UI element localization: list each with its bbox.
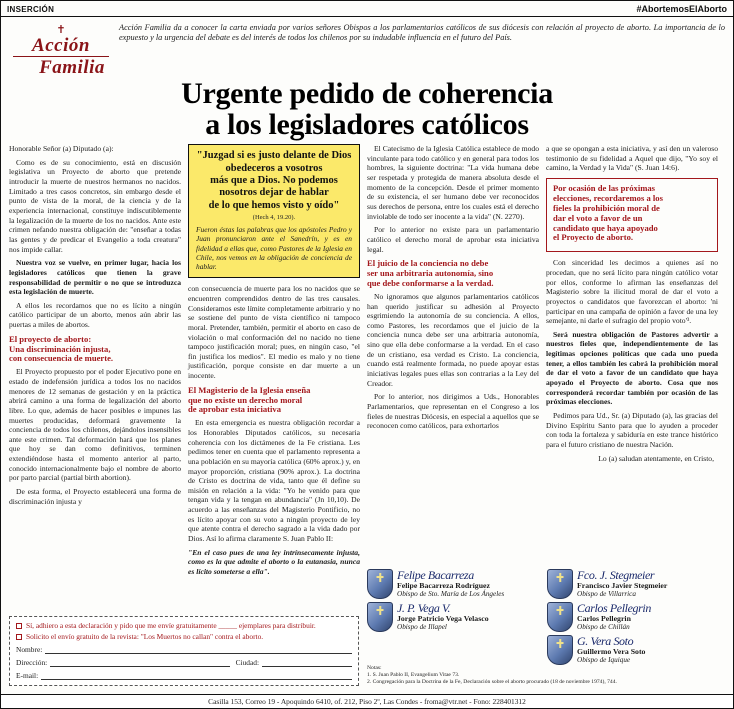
column-2 (188, 144, 360, 650)
signature-mark: G. Vera Soto (577, 634, 634, 649)
signatory-row (547, 569, 727, 599)
salutation: Honorable Señor (a) Diputado (a): (9, 144, 114, 154)
closing-text: Lo (a) saludan atentamente, en Cristo, (598, 453, 714, 463)
signatory-row (367, 602, 547, 632)
coat-of-arms-icon (547, 602, 573, 632)
redbox-l5: candidato que haya apoyado (553, 222, 658, 233)
reply-coupon[interactable] (9, 616, 359, 686)
col1-subhead-l2: Una discriminación injusta, (9, 343, 111, 354)
checkbox-icon[interactable] (16, 623, 22, 629)
col2-p1: con consecuencia de muerte para los no nacidos que se encuentren comprendidos dentro de las tres causales. Consideramos este límite completamente arbitrario y no se sostiene del punto de vista científico ni tampoco moral. Pretender, también, permitir el aborto en caso de violación o mal conformación del no nacido no tiene tampoco justificación moral; pues, en ningún caso, "el fin justifica los medios". El medio es malo y no tiene justificación, porque consiste en dar muerte a un inocente. (188, 284, 360, 381)
redbox-l6: el Proyecto de aborto. (553, 232, 634, 243)
quote-subtext: Fueron éstas las palabras que los apóstoles Pedro y Juan pronunciaron ante el Sanedrín, y es en fidelidad a ellas que, como Pastores de la Iglesia en Chile, nos vemos en la obligación de conciencia de hablar. (196, 225, 352, 272)
lede-paragraph: Acción Familia da a conocer la carta enviada por varios señores Obispos a los parlamentarios católicos de sus diócesis con relación al proyecto de aborto. La importancia de lo expuesto y la urgencia del debate es del interés de todos los chilenos por su indudable influencia en el futuro del País. (119, 23, 725, 43)
col1-p5: De esta forma, el Proyecto establecerá una forma de discriminación injusta y (9, 487, 181, 506)
signatory-name: Felipe Bacarreza Rodríguez (397, 581, 490, 591)
signatory-row (367, 569, 547, 599)
title-line-2: a los legisladores católicos (205, 107, 529, 141)
cross-icon: ✝ (56, 24, 66, 36)
signatory-row (547, 635, 727, 665)
col2-subhead-l1: El Magisterio de la Iglesia enseña (188, 384, 311, 395)
col1-p2: Nuestra voz se vuelve, en primer lugar, hacia los legisladores católicos que tienen la grave responsabilidad de permitir o no que se introduzca esta legislación de muerte. (9, 258, 181, 297)
signature-mark: Felipe Bacarreza (397, 568, 474, 583)
col3-p1: El Catecismo de la Iglesia Católica establece de modo vinculante para todo católico y en general para todos los hombres, la siguiente doctrina: "La vida humana debe ser respetada y protegida de manera absoluta desde el momento de la concepción. Desde el primer momento de su existencia, el ser humano debe ver reconocidos sus derechos de persona, entre los cuales está el derecho inviolable de todo ser inocente a la vida" (N. 2270). (367, 144, 539, 221)
email-label: E-mail: (16, 671, 39, 680)
pull-quote-box (188, 144, 360, 278)
red-callout-box (546, 178, 718, 252)
signatory-role: Obispo de Illapel (397, 622, 447, 631)
redbox-l2: elecciones, recordaremos a los (553, 192, 663, 203)
signatory-row (547, 602, 727, 632)
redbox-l4: dar el voto a favor de un (553, 212, 643, 223)
col2-subhead-l3: de aprobar esta iniciativa (188, 404, 282, 415)
coupon-option-1[interactable] (16, 621, 352, 630)
col1-subhead-l1: El proyecto de aborto: (9, 333, 92, 344)
col2-subhead-l2: que no existe un derecho moral (188, 394, 303, 405)
city-input[interactable] (262, 658, 352, 667)
col1-p3: A ellos les recordamos que no es lícito a ningún católico participar de un aborto, menos aún abrir las puertas a miles de abortos. (9, 300, 181, 330)
signatory-name: Carlos Pellegrin (577, 614, 631, 624)
col1-p1: Como es de su conocimiento, está en discusión legislativa un Proyecto de aborto que pretende introducir la muerte de nuestros hermanos no nacidos. Limitado a tres casos concretos, sin embargo desde el punto de vista de la moral, de la ciencia y de la experiencia internacional, constituye indiscutiblemente la legalización de la muerte de los no nacidos. Ante este crimen nefando nuestra obligación de: "enseñar a todas las gentes y de predicar el Evangelio a toda creatura" nos impide callar. (9, 157, 181, 254)
coat-of-arms-icon (367, 602, 393, 632)
signatory-role: Obispo de Sto. María de Los Ángeles (397, 589, 505, 598)
coat-of-arms-icon (367, 569, 393, 599)
column-1 (9, 144, 181, 650)
signatory-name: Francisco Javier Stegmeier (577, 581, 668, 591)
quote-line-1: "Juzgad si es justo delante de Dios obedeceros a vosotros (196, 150, 352, 174)
closing-block (546, 454, 718, 463)
col2-p2-bold: "En el caso pues de una ley intrínsecamente injusta, como es la que admite el aborto o la eutanasia, nunca es lícito someterse a ella". (188, 547, 360, 576)
quote-line-2: más que a Dios. No podemos nosotros dejar de hablar (210, 174, 338, 199)
coat-of-arms-icon (547, 635, 573, 665)
signatory-role: Obispo de Chillán (577, 622, 630, 631)
col3-subhead-l3: que debe conformarse a la verdad. (367, 277, 494, 288)
footer-contact: Casilla 153, Correo 19 - Apoquindo 6410, of. 212, Piso 2º, Las Condes - froma@vtr.net - Fono: 228401312 (1, 694, 733, 708)
col1-p4: El Proyecto propuesto por el poder Ejecutivo pone en estado de indefensión jurídica a todos los no nacidos menores de 12 semanas de gestación y en la práctica abrirá camino a una forma de legalización del aborto libre. Lo que, además de hacer posibles e impunes las muertes producidas, deformará gravemente la conciencia de todos los chilenos, dejándolos insensibles ante este crimen. Tal deformación hará que los planes que hoy se dan como definitivos, terminen extendiéndose hasta el momento anterior al parto, conocido internacionalmente bajo el nombre de aborto por parto parcial (partial birth abortion). (9, 367, 181, 483)
signatory-role: Obispo de Iquique (577, 655, 631, 664)
coupon-option-2-label: Solicito el envío gratuito de la revista: "Los Muertos no callan" contra el aborto. (26, 632, 264, 641)
col3-p4: Por lo anterior, nos dirigimos a Uds., Honorables Parlamentarios, que representan en el Congreso a los fieles de nuestras Diócesis, en especial a aquellos que se reconocen como católicos, para exhortarlos (367, 392, 539, 431)
signatory-name: Jorge Patricio Vega Velasco (397, 614, 489, 624)
col4-p1: a que se opongan a esta iniciativa, y así den un valeroso testimonio de su fidelidad a Aquel que dijo, "Yo soy el camino, la Verdad y la Vida" (S. Juan 14:6). (546, 144, 718, 173)
col1-subhead (9, 335, 181, 365)
col3-subhead (367, 259, 539, 289)
note-1: 1. S. Juan Pablo II, Evangelium Vitae 73. (367, 672, 460, 679)
address-input[interactable] (50, 658, 229, 667)
logo-line1: Acción (32, 35, 90, 56)
note-2: 2. Congregación para la Doctrina de la Fe, Declaración sobre el aborto procurado (18 de noviembre 1974), 744. (367, 679, 617, 686)
notes-label: Notas: (367, 665, 382, 672)
logo-line2: Familia (39, 57, 105, 78)
name-label: Nombre: (16, 645, 43, 654)
quote-citation: (Hech 4, 19.20). (252, 214, 296, 222)
col3-p3: No ignoramos que algunos parlamentarios católicos han querido justificar su adhesión al Proyecto esgrimiendo la autonomía de su conciencia. A ellos, como Pastores, les recordamos que el juicio de la conciencia nunca debe ser una arbitraria autonomía, sino que ella debe conformarse a la verdad. En el caso de un cristiano, esa verdad es Cristo. La conciencia, cuando está realmente formada, no puede apoyar estas iniciativas legales pues ellas son contrarias a la Ley del Creador. (367, 291, 539, 388)
quote-line-3: de lo que hemos visto y oído" (208, 199, 340, 211)
page-title (9, 79, 725, 140)
address-label: Dirección: (16, 658, 48, 667)
signature-mark: J. P. Vega V. (397, 601, 451, 616)
redbox-l3: fieles la prohibición moral de (553, 202, 660, 213)
signatories-list (367, 569, 727, 668)
coupon-email-row[interactable] (16, 671, 352, 680)
title-line-1: Urgente pedido de coherencia (181, 77, 553, 110)
hashtag-label: #AbortemosElAborto (636, 4, 727, 14)
coupon-address-row[interactable] (16, 658, 352, 667)
name-input[interactable] (45, 645, 352, 654)
col2-subhead (188, 386, 360, 416)
col4-p2: Con sinceridad les decimos a quienes así no procedan, que no será lícito para ningún católico votar por ellos, conforme lo afirman las enseñanzas del Magisterio sobre la ilicitud moral de dar el voto a proyectos o candidatos que favorezcan el aborto: 'ni participar en una campaña de opinión a favor de una ley semejante, ni darle el sufragio del propio voto'³. (546, 258, 718, 326)
col3-subhead-l2: ser una arbitraria autonomía, sino (367, 268, 494, 279)
coupon-option-1-label: Sí, adhiero a esta declaración y pido que me envíe gratuitamente _____ ejemplares para distribuir. (26, 621, 316, 630)
col1-subhead-l3: con consecuencia de muerte. (9, 353, 114, 364)
col2-p2: En esta emergencia es nuestra obligación recordar a los Honorables Diputados católicos, su necesaria coherencia con los dictámenes de la Fe cristiana. Les pedimos tener en cuenta que el parlamento representa a una población en su mayoría católica (60% aprox.) y, en mayor proporción, cristiana (90% aprox.). La doctrina de Cristo es doctrina de vida, tanto que él define su misión en relación a la vida: "Yo he venido para que tengan vida y la tengan en abundancia" (Jn 10,10). De acuerdo a las enseñanzas del Magisterio Pontificio, no es lícito apoyar con su voto a ningún proyecto de ley que atente contra el derecho sagrado a la vida dado por Dios. Así lo afirma claramente S. Juan Pablo II: (188, 418, 360, 544)
col3-subhead-l1: El juicio de la conciencia no debe (367, 258, 489, 269)
col4-p3: Será nuestra obligación de Pastores advertir a nuestros fieles que, independientemente de las legítimas opciones políticas que cada uno pueda tener, a ellos también les cabrá la prohibición moral de dar el voto a favor de un candidato que haya apoyado el Proyecto de aborto. Cosa que nos corresponderá recordar también por ocasión de las próximas elecciones. (546, 329, 718, 407)
email-input[interactable] (41, 671, 352, 680)
coupon-name-row[interactable] (16, 645, 352, 654)
redbox-l1: Por ocasión de las próximas (553, 183, 656, 194)
col3-p2: Por lo anterior no existe para un parlamentario católico el derecho moral de aprobar esta iniciativa legal. (367, 225, 539, 254)
redbox-text (553, 184, 711, 243)
signatory-role: Obispo de Villarrica (577, 589, 636, 598)
city-label: Ciudad: (235, 658, 259, 667)
signature-mark: Carlos Pellegrin (577, 601, 651, 616)
insercion-label: INSERCIÓN (7, 4, 55, 14)
col4-p4: Pedimos para Ud., Sr. (a) Diputado (a), las gracias del Divino Espíritu Santo para que lo ayuden a proceder con toda la fortaleza y sabiduría en este trance histórico para el futuro cristiano de nuestra Nación. (546, 410, 718, 449)
checkbox-icon[interactable] (16, 634, 22, 640)
logo (9, 21, 113, 77)
coupon-option-2[interactable] (16, 632, 352, 641)
footnotes (367, 665, 727, 686)
top-bar (1, 1, 733, 17)
header (1, 17, 733, 77)
coat-of-arms-icon (547, 569, 573, 599)
signature-mark: Fco. J. Stegmeier (577, 568, 655, 583)
signatory-name: Guillermo Vera Soto (577, 647, 646, 657)
